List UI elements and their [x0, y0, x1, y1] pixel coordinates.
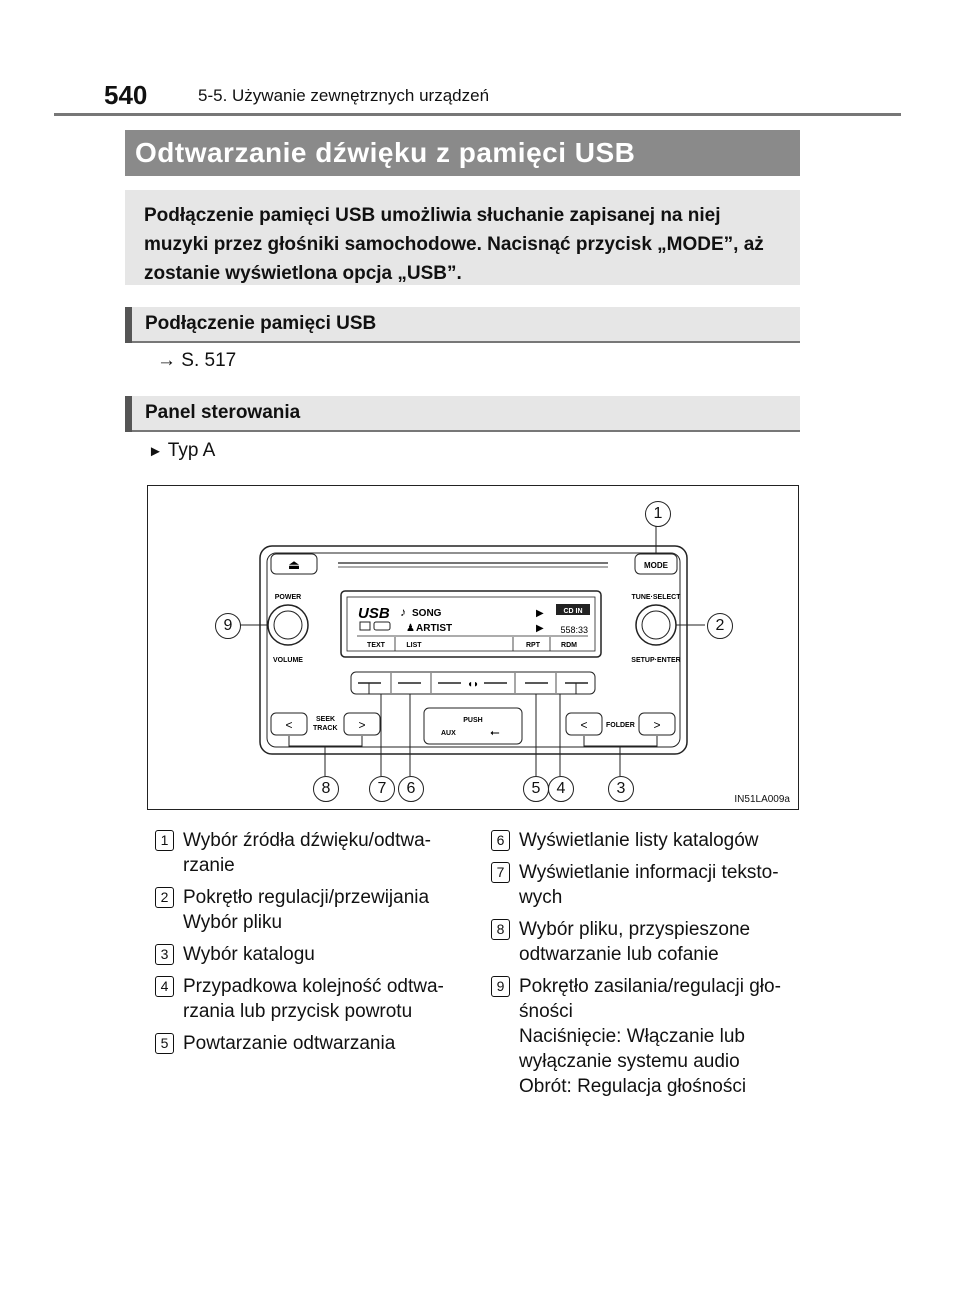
- svg-text:◖◗: ◖◗: [466, 679, 480, 690]
- callout-8: 8: [313, 776, 339, 802]
- legend-text: śności: [519, 1001, 573, 1022]
- subheading-panel-title: Panel sterowania: [145, 402, 301, 423]
- display-time: 558:33: [560, 625, 588, 635]
- legend-text: Obrót: Regulacja głośności: [519, 1076, 747, 1097]
- legend-number: 2: [155, 887, 174, 908]
- power-label: POWER: [274, 594, 302, 601]
- subheading-usb-title: Podłączenie pamięci USB: [145, 313, 377, 334]
- rdm-softkey-label: RDM: [561, 642, 577, 649]
- callout-9: 9: [215, 613, 241, 639]
- svg-text:>: >: [653, 718, 661, 732]
- legend-text: Wybór pliku: [183, 912, 283, 933]
- type-label-text: Typ A: [167, 440, 216, 461]
- person-icon: ♟: [406, 623, 415, 634]
- legend-text: Przypadkowa kolejność odtwa-: [183, 976, 444, 997]
- intro-box: [125, 190, 800, 285]
- legend-text: rzanie: [183, 855, 235, 876]
- page-title-bar: [125, 130, 800, 176]
- type-label: [148, 440, 215, 462]
- note-icon: ♪: [400, 605, 406, 619]
- legend-number: 8: [491, 919, 510, 940]
- control-panel-figure: [147, 485, 799, 810]
- arrow-icon: →: [157, 350, 176, 371]
- legend-number: 9: [491, 976, 510, 997]
- mode-label: MODE: [644, 561, 668, 570]
- callout-5: 5: [523, 776, 549, 802]
- svg-text:▶: ▶: [536, 623, 544, 634]
- track-label: TRACK: [313, 725, 338, 732]
- figure-code: IN51LA009a: [734, 794, 790, 805]
- svg-text:>: >: [358, 718, 366, 732]
- folder-label: FOLDER: [606, 722, 635, 729]
- callout-6: 6: [398, 776, 424, 802]
- aux-usb-cover: [424, 708, 522, 744]
- legend-number: 1: [155, 830, 174, 851]
- legend-text: wyłączanie systemu audio: [519, 1051, 740, 1072]
- display-song: SONG: [412, 608, 442, 619]
- subheading-panel: [125, 396, 800, 432]
- triangle-icon: ►: [148, 443, 163, 460]
- legend-text: Wyświetlanie listy katalogów: [519, 830, 759, 851]
- callout-4: 4: [548, 776, 574, 802]
- tune-select-label: TUNE·SELECT: [631, 594, 681, 601]
- callout-3: 3: [608, 776, 634, 802]
- subheading-marker: [125, 396, 132, 432]
- intro-text: Podłączenie pamięci USB umożliwia słuchanie zapisanej na niej muzyki przez głośniki samochodowe. Nacisnąć przycisk „MODE”, aż zostanie wyświetlona opcja „USB”.: [144, 205, 764, 284]
- page-number: 540: [104, 80, 148, 110]
- push-label: PUSH: [463, 717, 483, 724]
- page-title: Odtwarzanie dźwięku z pamięci USB: [135, 137, 636, 168]
- legend-text: Powtarzanie odtwarzania: [183, 1033, 396, 1054]
- callout-2: 2: [707, 613, 733, 639]
- legend-text: Wybór źródła dźwięku/odtwa-: [183, 830, 431, 851]
- svg-text:▶: ▶: [536, 608, 544, 619]
- legend-text: odtwarzanie lub cofanie: [519, 944, 719, 965]
- eject-icon: ⏏: [287, 557, 301, 572]
- list-softkey-label: LIST: [406, 642, 422, 649]
- legend-number: 7: [491, 862, 510, 883]
- legend-number: 5: [155, 1033, 174, 1054]
- aux-label: AUX: [441, 730, 456, 737]
- usb-icon: ⭠: [490, 725, 500, 739]
- control-panel-illustration: [148, 486, 798, 809]
- legend-number: 6: [491, 830, 510, 851]
- cd-in-text: CD IN: [563, 608, 583, 615]
- rpt-softkey-label: RPT: [526, 642, 540, 649]
- seek-label: SEEK: [316, 716, 336, 723]
- legend-text: Pokrętło regulacji/przewijania: [183, 887, 430, 908]
- setup-enter-label: SETUP·ENTER: [631, 657, 681, 664]
- page-reference-link[interactable]: S. 517: [181, 350, 237, 371]
- display-artist: ARTIST: [416, 623, 453, 634]
- svg-text:<: <: [285, 718, 293, 732]
- legend-text: rzania lub przycisk powrotu: [183, 1001, 413, 1022]
- legend-text: Naciśnięcie: Włączanie lub: [519, 1026, 745, 1047]
- section-title: 5-5. Używanie zewnętrznych urządzeń: [198, 86, 490, 105]
- subheading-usb: [125, 307, 800, 343]
- display-source: USB: [358, 605, 390, 622]
- legend-number: 3: [155, 944, 174, 965]
- legend-text: Wybór katalogu: [183, 944, 315, 965]
- legend-text: Wyświetlanie informacji teksto-: [519, 862, 779, 883]
- callout-1: 1: [645, 501, 671, 527]
- svg-text:<: <: [580, 718, 588, 732]
- volume-label: VOLUME: [273, 657, 303, 664]
- page-reference: [157, 350, 236, 372]
- text-softkey-label: TEXT: [367, 642, 385, 649]
- legend-text: Pokrętło zasilania/regulacji gło-: [519, 976, 781, 997]
- legend-text: wych: [519, 887, 563, 908]
- legend-number: 4: [155, 976, 174, 997]
- callout-7: 7: [369, 776, 395, 802]
- subheading-marker: [125, 307, 132, 343]
- legend-text: Wybór pliku, przyspieszone: [519, 919, 751, 940]
- header-divider: [54, 113, 901, 116]
